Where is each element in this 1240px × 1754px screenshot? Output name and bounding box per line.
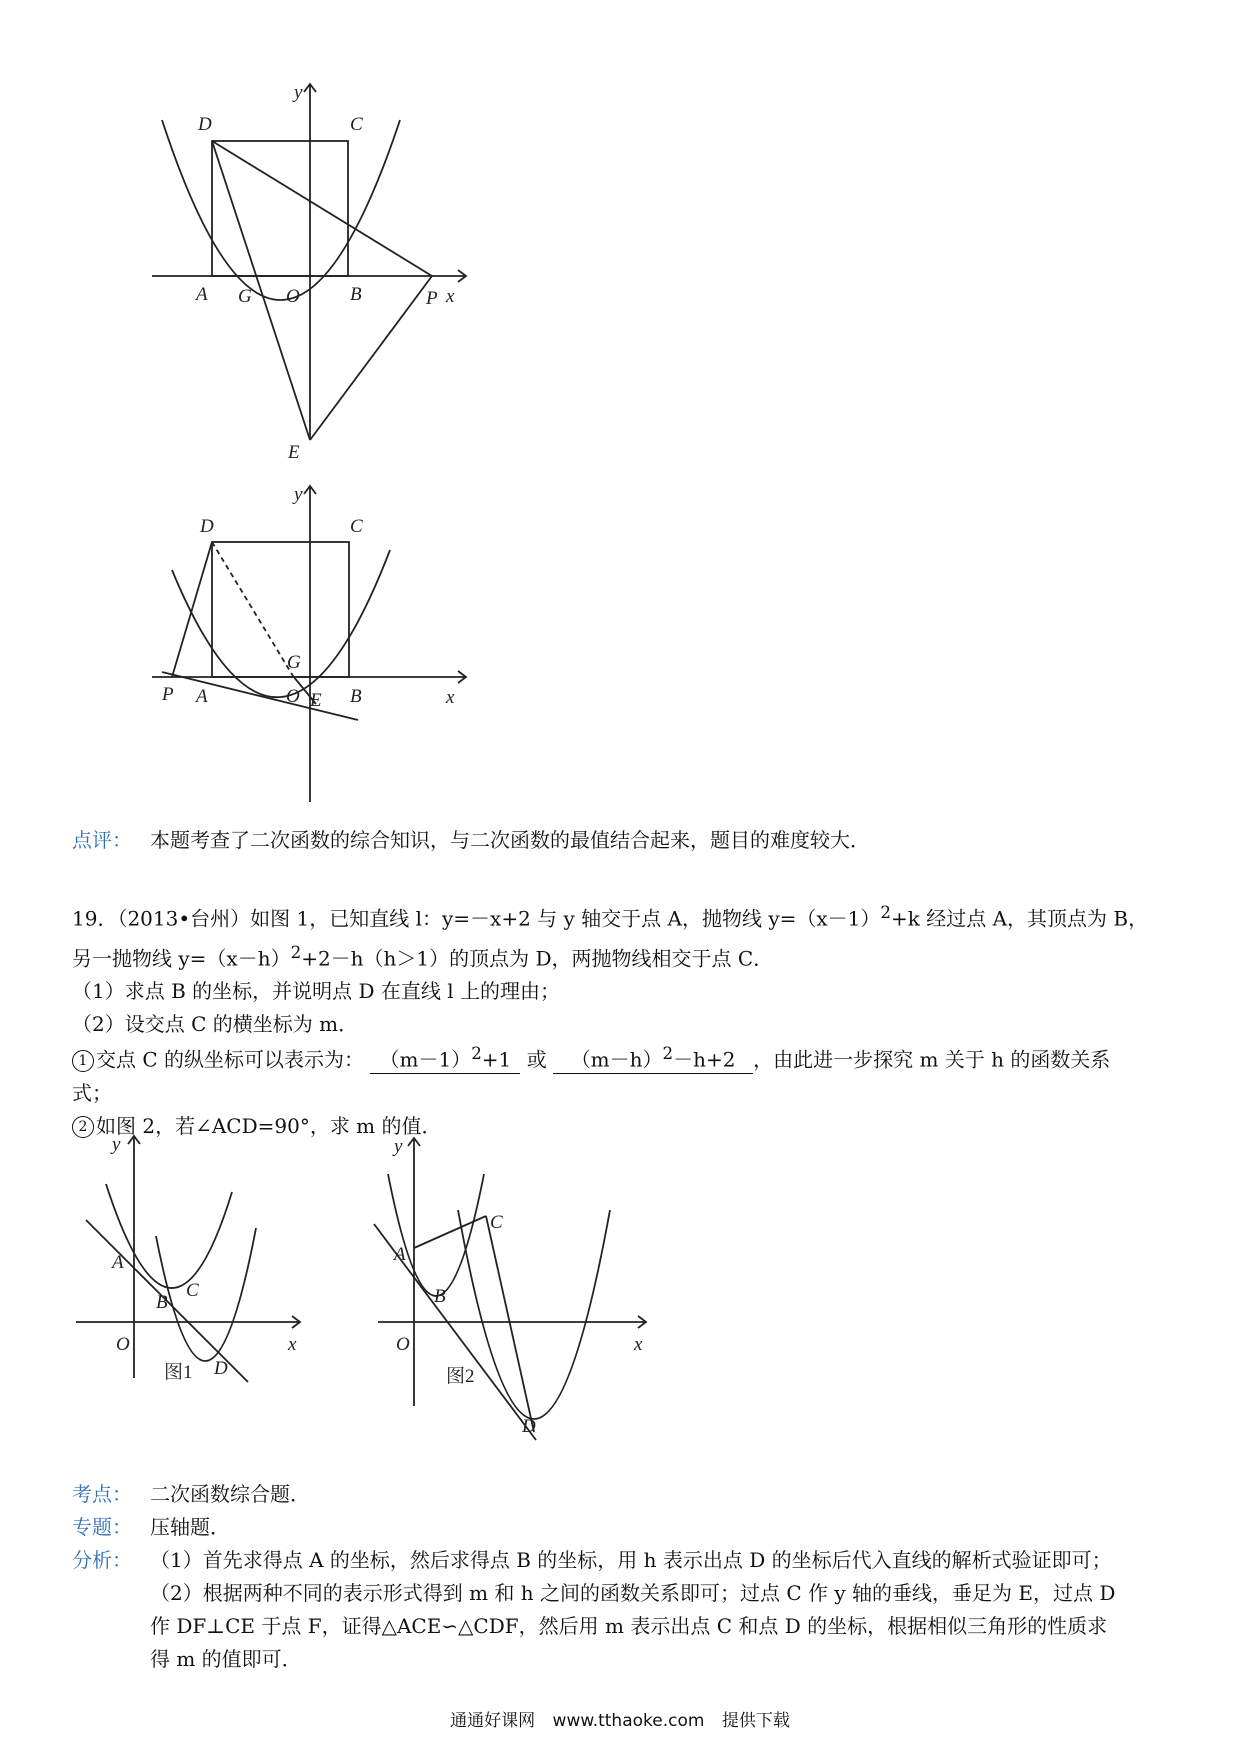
label-x: x [446,286,455,307]
kaodian-text: 二次函数综合题． [150,1482,310,1506]
fenxi-line-4 [72,1643,1172,1676]
label-x: x [288,1334,297,1355]
problem-line-2 [72,936,1172,976]
label-b: B [350,686,362,707]
label-a: A [196,686,208,707]
line-ae [162,672,358,720]
label-g: G [287,652,301,673]
label-y: y [294,82,303,103]
footer-site: 通通好课网 [450,1711,536,1731]
footer-url[interactable]: www.tthaoke.com [552,1711,705,1731]
fenxi-label: 分析： [72,1548,132,1572]
label-d: D [198,114,212,135]
question-2a [72,1041,1172,1077]
superscript: 2 [290,942,302,962]
figure-2 [374,1128,654,1438]
label-a: A [112,1252,124,1273]
figure-1-caption: 图1 [164,1362,193,1383]
label-p: P [426,288,438,309]
label-o: O [286,286,300,307]
comment-line [72,824,1172,857]
segment-dg-dashed [212,542,293,676]
answer-blank-1 [370,1041,520,1074]
parabola-2 [458,1210,610,1419]
fenxi-text-2: （2）根据两种不同的表示形式得到 m 和 h 之间的函数关系即可；过点 C 作 y 轴的垂线，垂足为 E，过点 D [150,1581,1116,1605]
figure-1-diagram [72,1128,312,1398]
segment-dp [212,141,432,276]
problem-19 [72,896,1172,1143]
square-abcd [212,141,348,276]
label-a: A [196,284,208,305]
superscript: 2 [880,903,891,922]
question-1: （1）求点 B 的坐标，并说明点 D 在直线 l 上的理由； [72,979,560,1004]
label-y: y [112,1134,121,1155]
problem-line-1-text-end: +k 经过点 A，其顶点为 B， [891,906,1149,931]
label-y: y [394,1136,403,1157]
label-g: G [238,286,252,307]
problem-line-2-text: 另一抛物线 y=（x－h） [72,946,291,971]
label-a: A [394,1244,406,1265]
parabola-1 [388,1174,484,1296]
label-e: E [288,442,300,463]
label-p: P [162,684,174,705]
blank-2-text-end: －h+2 [673,1047,736,1072]
zhuanti-text: 压轴题． [150,1515,230,1539]
label-o: O [286,686,300,707]
kaodian-label: 考点： [72,1482,132,1506]
blank-1-text-end: +1 [481,1047,512,1072]
label-d: D [200,516,214,537]
kaodian-line [72,1478,1172,1511]
label-d: D [214,1358,228,1379]
zhuanti-label: 专题： [72,1515,132,1539]
label-y: y [294,484,303,505]
figure-b-diagram [150,482,470,812]
circled-number-1: 1 [72,1050,94,1072]
fenxi-line-2 [72,1577,1172,1610]
label-x: x [446,687,455,708]
figure-a [150,80,470,463]
square-abcd [212,542,349,677]
fenxi-text-1: （1）首先求得点 A 的坐标，然后求得点 B 的坐标，用 h 表示出点 D 的坐标后代入直线的解析式验证即可； [150,1548,1112,1572]
figure-1 [72,1128,312,1398]
question-2a-cont: 式； [72,1080,112,1105]
fenxi-line-3 [72,1610,1172,1643]
parabola [172,550,390,697]
blank-1-text: （m－1） [379,1047,472,1072]
fenxi-line-1 [72,1544,1172,1577]
question-2: （2）设交点 C 的横坐标为 m． [72,1012,359,1037]
fenxi-text-3: 作 DF⊥CE 于点 F，证得△ACE∽△CDF，然后用 m 表示出点 C 和点 D 的坐标，根据相似三角形的性质求 [150,1614,1108,1638]
label-x: x [634,1334,643,1355]
segment-ep [310,276,432,440]
question-2a-text: 交点 C 的纵坐标可以表示为： [96,1047,365,1072]
question-2b-text: 如图 2，若∠ACD=90°，求 m 的值． [96,1113,442,1138]
superscript: 2 [662,1044,674,1064]
figure-2-caption: 图2 [446,1366,475,1387]
zhuanti-line [72,1511,1172,1544]
segment-ac [414,1216,486,1248]
label-o: O [396,1334,410,1355]
segment-pd [172,542,212,677]
label-b: B [434,1286,446,1307]
or-word: 或 [526,1047,547,1072]
label-c: C [350,516,363,537]
label-o: O [116,1334,130,1355]
problem-line-2-text-end: +2－h（h＞1）的顶点为 D，两抛物线相交于点 C． [301,946,774,971]
label-e: E [310,690,322,711]
answer-blank-2 [553,1041,753,1074]
analysis-section [72,1478,1172,1676]
label-c: C [186,1280,199,1301]
figure-a-diagram [150,80,470,463]
parabola [162,120,400,300]
blank-2-text: （m－h） [570,1047,663,1072]
label-d: D [522,1416,536,1437]
question-2a-text-end: ，由此进一步探究 m 关于 h 的函数关系 [753,1047,1111,1072]
label-b: B [156,1292,168,1313]
figure-b [150,482,470,812]
circled-number-2: 2 [72,1116,94,1138]
problem-line-1-text: 19．（2013•台州）如图 1，已知直线 l：y=－x+2 与 y 轴交于点 A，抛物线 y=（x－1） [72,906,881,931]
label-b: B [350,284,362,305]
label-c: C [350,114,363,135]
comment-label: 点评： [72,828,132,852]
problem-line-1 [72,896,1172,936]
comment-text: 本题考查了二次函数的综合知识，与二次函数的最值结合起来，题目的难度较大． [150,828,870,852]
fenxi-text-4: 得 m 的值即可． [150,1647,302,1671]
page-footer [0,1706,1240,1731]
footer-note: 提供下载 [721,1711,790,1731]
superscript: 2 [471,1044,482,1064]
label-c: C [490,1212,503,1233]
figure-2-diagram [374,1128,654,1438]
parabola-1 [106,1184,232,1288]
